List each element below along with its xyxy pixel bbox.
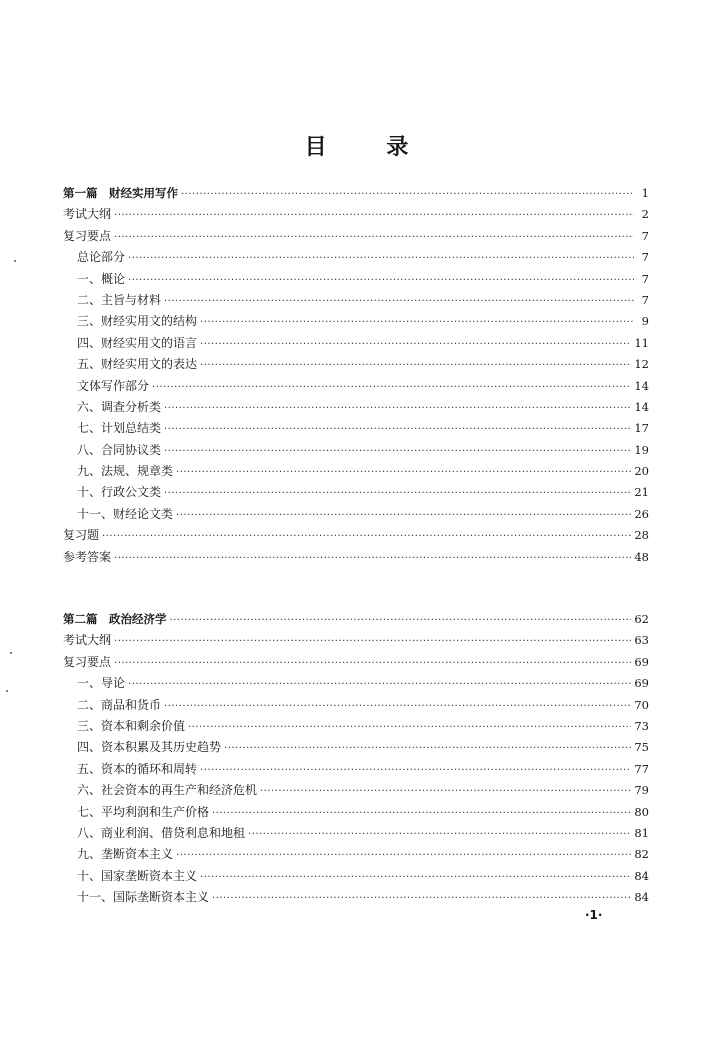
toc-entry (63, 802, 649, 823)
toc-page-number: 2 (641, 207, 649, 222)
dot-leader (248, 824, 631, 845)
toc-page-number: 19 (634, 442, 649, 457)
toc-entry (63, 482, 649, 503)
toc-page-number: 82 (634, 847, 649, 862)
toc-page-number: 79 (634, 783, 649, 798)
toc-entry-title: 五、财经实用文的表达 (77, 357, 198, 372)
toc-entry-title: 十一、国际垄断资本主义 (77, 890, 210, 905)
toc-page-number: 1 (641, 186, 649, 200)
toc-page-number: 69 (634, 676, 649, 691)
toc-page-number: 28 (634, 528, 649, 543)
toc-entry-title: 一、概论 (77, 271, 126, 286)
dot-leader (200, 867, 631, 888)
toc-page-number: 69 (634, 654, 649, 669)
dot-leader (176, 845, 631, 866)
toc-entry (63, 418, 649, 439)
toc-entry-title: 第一篇 财经实用写作 (63, 186, 178, 200)
toc-entry-title: 文体写作部分 (77, 378, 150, 393)
dot-leader (200, 355, 631, 376)
dot-leader (188, 717, 631, 738)
dot-leader (128, 674, 631, 695)
toc-page-number: 84 (634, 890, 649, 905)
dot-leader (164, 398, 631, 419)
toc-page-number: 17 (634, 421, 649, 436)
toc-page-number: 9 (641, 314, 649, 329)
toc-page-number: 14 (634, 399, 649, 414)
toc-entry-title: 十、国家垄断资本主义 (77, 868, 198, 883)
toc-entry-title: 七、计划总结类 (77, 421, 162, 436)
toc-entry-title: 六、社会资本的再生产和经济危机 (77, 783, 258, 798)
toc-page-number: 26 (634, 506, 649, 521)
toc-entry (63, 630, 649, 651)
toc-page-number: 75 (634, 740, 649, 755)
toc-entry (63, 440, 649, 461)
toc-page-number: 11 (634, 335, 649, 350)
toc-entry (63, 652, 649, 673)
toc-entry (63, 504, 649, 525)
toc-entry (63, 716, 649, 737)
toc-entry-title: 三、资本和剩余价值 (77, 718, 186, 733)
dot-leader (200, 312, 634, 333)
toc-entry-title: 复习要点 (63, 654, 112, 669)
toc-entry (63, 759, 649, 780)
dot-leader (128, 248, 634, 269)
toc-page-number: 77 (634, 761, 649, 776)
toc-entry-title: 九、垄断资本主义 (77, 847, 174, 862)
toc-entry (63, 695, 649, 716)
page-title: 目 录 (304, 135, 435, 160)
dot-leader (164, 441, 631, 462)
toc-entry (63, 823, 649, 844)
toc-entry (63, 290, 649, 311)
dot-leader (164, 483, 631, 504)
dot-leader (114, 653, 631, 674)
dot-leader (200, 760, 631, 781)
toc-page-number: 7 (641, 228, 649, 243)
dot-leader (164, 419, 631, 440)
toc-entry (63, 461, 649, 482)
toc-page-number: 62 (634, 612, 649, 626)
dot-leader (170, 610, 632, 631)
toc-page-number: 63 (634, 633, 649, 648)
toc-entry-title: 考试大纲 (63, 207, 112, 222)
toc-entry (63, 866, 649, 887)
toc-page-number: 48 (634, 549, 649, 564)
toc-entry (63, 547, 649, 568)
toc-entry (63, 525, 649, 546)
toc-page-number: 7 (641, 292, 649, 307)
dot-leader (176, 505, 631, 526)
dot-leader (114, 205, 634, 226)
toc-entry (63, 376, 649, 397)
toc-entry (63, 397, 649, 418)
dot-leader (152, 377, 631, 398)
toc-entry (63, 247, 649, 268)
dot-leader (224, 738, 631, 759)
toc-entry-title: 一、导论 (77, 676, 126, 691)
toc-entry-title: 二、商品和货币 (77, 697, 162, 712)
dot-leader (114, 227, 634, 248)
toc-entry-title: 十一、财经论文类 (77, 506, 174, 521)
dot-leader (102, 526, 631, 547)
dot-leader (260, 781, 631, 802)
toc-part-heading (63, 183, 649, 204)
toc-entry-title: 三、财经实用文的结构 (77, 314, 198, 329)
toc-entry-title: 八、商业利润、借贷利息和地租 (77, 825, 246, 840)
toc-entry (63, 204, 649, 225)
toc-entry (63, 269, 649, 290)
dot-leader (200, 334, 631, 355)
toc-page-number: 12 (634, 357, 649, 372)
toc-entry-title: 九、法规、规章类 (77, 464, 174, 479)
dot-leader (164, 291, 634, 312)
toc-page-number: 7 (641, 250, 649, 265)
toc-entry-title: 考试大纲 (63, 633, 112, 648)
toc-entry-title: 第二篇 政治经济学 (63, 612, 167, 626)
page-number: ·1· (585, 908, 603, 922)
scan-speck (10, 652, 12, 654)
toc-part-heading (63, 609, 649, 630)
toc-page-number: 81 (634, 825, 649, 840)
toc-entry-title: 六、调查分析类 (77, 399, 162, 414)
dot-leader (128, 270, 634, 291)
toc-page-number: 73 (634, 718, 649, 733)
toc-page-number: 21 (634, 485, 649, 500)
toc-entry-title: 八、合同协议类 (77, 442, 162, 457)
toc-entry (63, 311, 649, 332)
toc-entry (63, 354, 649, 375)
toc-entry-title: 二、主旨与材料 (77, 292, 162, 307)
toc-entry (63, 226, 649, 247)
toc-part-2 (63, 609, 649, 908)
dot-leader (212, 888, 631, 909)
toc-page-number: 7 (641, 271, 649, 286)
dot-leader (114, 548, 631, 569)
toc-entry-title: 四、资本积累及其历史趋势 (77, 740, 222, 755)
toc-entry (63, 673, 649, 694)
toc-part-1 (63, 183, 649, 568)
dot-leader (212, 803, 631, 824)
toc-entry (63, 333, 649, 354)
toc-entry-title: 四、财经实用文的语言 (77, 335, 198, 350)
dot-leader (114, 631, 631, 652)
toc-page-number: 80 (634, 804, 649, 819)
toc-page-number: 70 (634, 697, 649, 712)
toc-entry-title: 七、平均利润和生产价格 (77, 804, 210, 819)
toc-entry (63, 780, 649, 801)
toc-entry-title: 复习要点 (63, 228, 112, 243)
toc-entry (63, 887, 649, 908)
toc-page-number: 20 (634, 464, 649, 479)
toc-entry-title: 十、行政公文类 (77, 485, 162, 500)
scan-speck (14, 260, 16, 262)
dot-leader (181, 184, 634, 205)
toc-entry-title: 总论部分 (77, 250, 126, 265)
toc-entry-title: 五、资本的循环和周转 (77, 761, 198, 776)
toc-page-number: 84 (634, 868, 649, 883)
scan-speck (6, 690, 8, 692)
toc-entry-title: 复习题 (63, 528, 100, 543)
dot-leader (164, 696, 631, 717)
dot-leader (176, 462, 631, 483)
toc-entry (63, 844, 649, 865)
toc-entry-title: 参考答案 (63, 549, 112, 564)
toc-entry (63, 737, 649, 758)
toc-page-number: 14 (634, 378, 649, 393)
